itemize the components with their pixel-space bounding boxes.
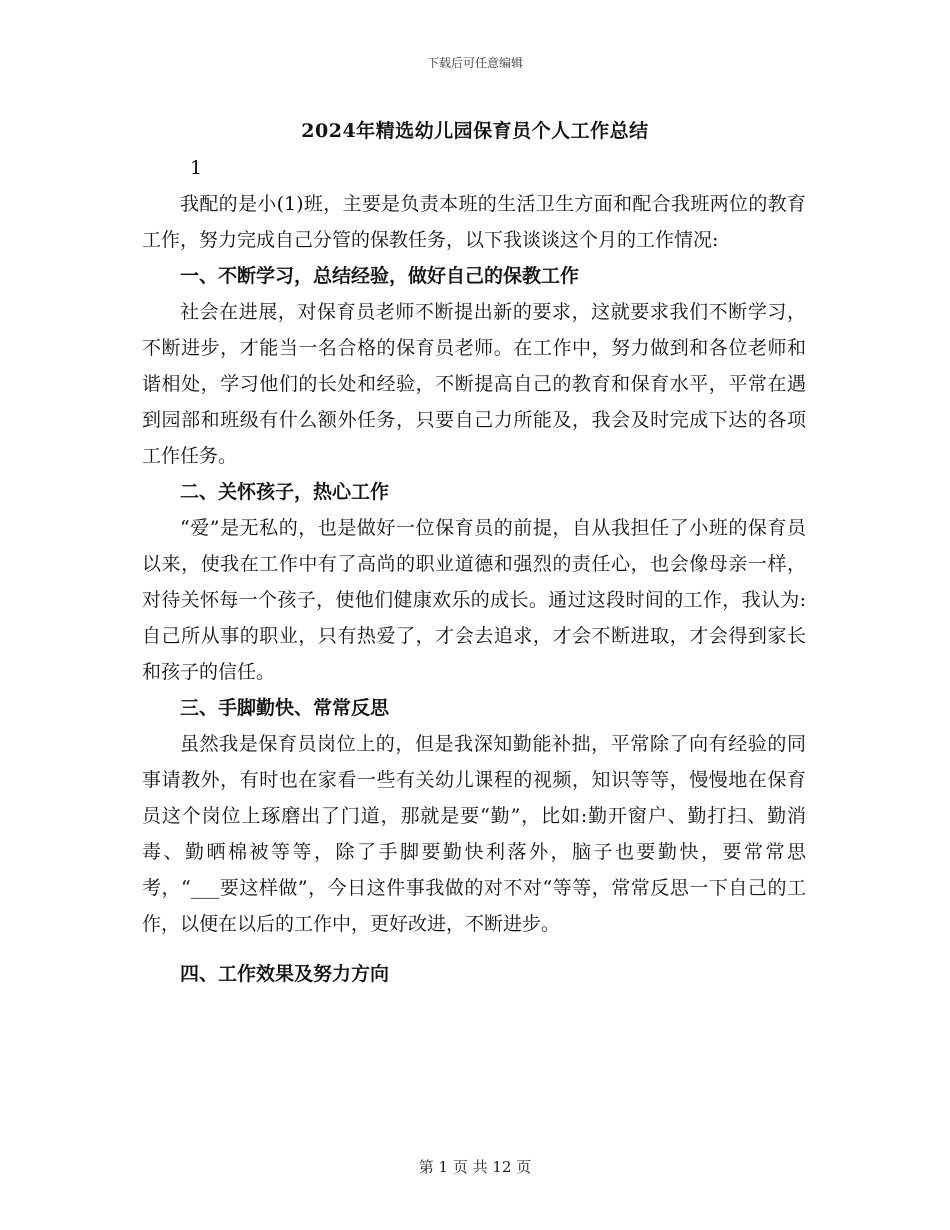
section-body-3: 虽然我是保育员岗位上的，但是我深知勤能补拙，平常除了向有经验的同事请教外，有时也在家看一些有关幼儿课程的视频，知识等等，慢慢地在保育员这个岗位上琢磨出了门道，那就是要“勤”，比如:勤开窗户、勤打扫、勤消毒、勤晒棉被等等，除了手脚要勤快利落外，脑子也要勤快，要常常思考，“___要这样做”，今日这件事我做的对不对“等等，常常反思一下自己的工作，以便在以后的工作中，更好改进，不断进步。 xyxy=(142,733,806,935)
section-heading-2: 二、关怀孩子，热心工作 xyxy=(180,481,390,503)
page-footer: 第 1 页 共 12 页 xyxy=(418,1158,532,1176)
section-body-1: 社会在进展，对保育员老师不断提出新的要求，这就要求我们不断学习，不断进步，才能当一名合格的保育员老师。在工作中，努力做到和各位老师和谐相处，学习他们的长处和经验，不断提高自己的教育和保育水平，平常在遇到园部和班级有什么额外任务，只要自己力所能及，我会及时完成下达的各项工作任务。 xyxy=(142,301,806,467)
document-title: 2024年精选幼儿园保育员个人工作总结 xyxy=(301,120,649,142)
section-heading-4: 四、工作效果及努力方向 xyxy=(180,963,390,985)
section-heading-3: 三、手脚勤快、常常反思 xyxy=(180,697,390,719)
intro-paragraph: 我配的是小(1)班，主要是负责本班的生活卫生方面和配合我班两位的教育工作，努力完成自己分管的保教任务，以下我谈谈这个月的工作情况: xyxy=(142,193,806,251)
section-heading-1: 一、不断学习，总结经验，做好自己的保教工作 xyxy=(180,265,580,287)
section-body-2: “爱”是无私的，也是做好一位保育员的前提，自从我担任了小班的保育员以来，使我在工作中有了高尚的职业道德和强烈的责任心，也会像母亲一样，对待关怀每一个孩子，使他们健康欢乐的成长。通过这段时间的工作，我认为:自己所从事的职业，只有热爱了，才会去追求，才会不断进取，才会得到家长和孩子的信任。 xyxy=(142,517,806,683)
header-note: 下载后可任意编辑 xyxy=(426,56,523,70)
document-body xyxy=(142,150,806,992)
section-number: 1 xyxy=(190,157,203,179)
